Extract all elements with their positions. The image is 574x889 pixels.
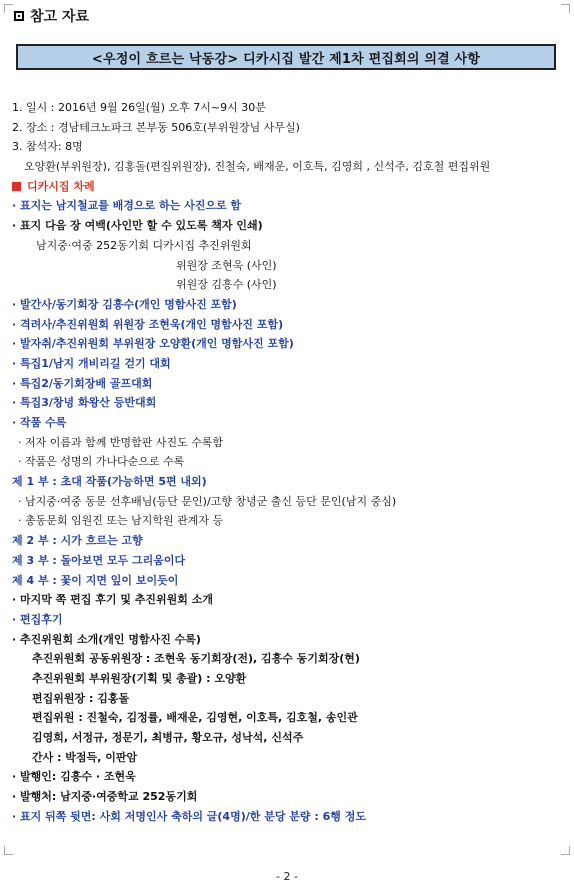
info-place: 2. 장소 : 경남테크노파크 본부동 506호(부위원장님 사무실) [12, 120, 300, 134]
section-heading [0, 177, 574, 197]
list-item: · 표지 다음 장 여백(사인만 할 수 있도록 책자 인쇄) [12, 219, 263, 233]
page-corner-mark [561, 4, 570, 13]
list-item: · 총동문회 임원진 또는 남지학원 관계자 등 [18, 514, 224, 528]
page-number: - 2 - [276, 870, 298, 883]
list-item: 남지중·여중 252동기회 디카시집 추진위원회 [36, 238, 252, 252]
part-heading: 제 3 부 : 돌아보면 모두 그리움이다 [12, 553, 186, 567]
page-header [14, 6, 89, 26]
list-item: · 추진위원회 소개(개인 명함사진 수록) [12, 632, 201, 646]
list-item: · 발자취/추진위원회 부위원장 오양환(개인 명함사진 포함) [12, 337, 294, 351]
list-item: · 격려사/추진위원회 위원장 조현욱(개인 명함사진 포함) [12, 317, 284, 331]
list-item: · 작품 수록 [12, 416, 67, 429]
header-label: 참고 자료 [30, 9, 89, 25]
section-title: 디카시집 차례 [27, 179, 95, 193]
list-item: · 남지중·여중 동문 선후배님(등단 문인)/고향 창녕군 출신 등단 문인(남지 중심) [18, 494, 397, 508]
list-item: · 표지 뒤쪽 뒷면: 사회 저명인사 축하의 글(4명)/한 분당 분량 : 6행 정도 [12, 809, 366, 823]
list-item: · 마지막 쪽 편집 후기 및 추진위원회 소개 [12, 593, 214, 607]
info-date: 1. 일시 : 2016년 9월 26일(월) 오후 7시~9시 30분 [12, 101, 266, 114]
list-item: · 저자 이름과 함께 반명함판 사진도 수록함 [18, 435, 224, 449]
list-item: · 발행인: 김흥수 · 조현욱 [12, 770, 136, 784]
list-item: 위원장 김흥수 (사인) [176, 278, 277, 292]
list-item: · 발행처: 남지중·여중학교 252동기회 [12, 790, 198, 804]
document-title-box [16, 44, 556, 70]
list-item: · 특집3/창녕 화왕산 등반대회 [12, 396, 157, 410]
part-heading: 제 2 부 : 시가 흐르는 고향 [12, 534, 143, 548]
committee-line: 간사 : 박점득, 이판암 [32, 750, 138, 764]
red-square-icon [12, 182, 21, 191]
info-attendees: 3. 참석자: 8명 [12, 140, 83, 154]
part-heading: 제 4 부 : 꽃이 지면 잎이 보이듯이 [12, 573, 179, 587]
committee-line: 추진위원회 부위원장(기획 및 총괄) : 오양환 [32, 671, 247, 685]
square-bullet-icon [14, 11, 24, 21]
list-item: · 발간사/동기회장 김흥수(개인 명함사진 포함) [12, 297, 237, 311]
document-title: <우정이 흐르는 낙동강> 디카시집 발간 제1차 편집회의 의결 사항 [91, 51, 481, 67]
committee-line: 편집위원 : 진철숙, 김정률, 배재운, 김영현, 이호특, 김호철, 송인관 [32, 711, 358, 725]
page-corner-mark [4, 4, 13, 13]
page-corner-mark [4, 846, 13, 855]
list-item: · 특집2/동기회장배 골프대회 [12, 376, 153, 390]
committee-line: 편집위원장 : 김홍돌 [32, 691, 130, 705]
list-item: · 특집1/남지 개비리길 걷기 대회 [12, 356, 171, 370]
info-attendee-list: 오양환(부위원장), 김홍돌(편집위원장), 진철숙, 배재운, 이호특, 김영희 , 신석주, 김호철 편집위원 [24, 160, 491, 174]
page-corner-mark [561, 846, 570, 855]
list-item: 위원장 조현욱 (사인) [176, 258, 277, 272]
list-item: · 편집후기 [12, 612, 63, 626]
list-item: · 표지는 남지철교를 배경으로 하는 사진으로 함 [12, 199, 242, 213]
committee-line: 추진위원회 공동위원장 : 조현욱 동기회장(전), 김흥수 동기회장(현) [32, 652, 360, 666]
committee-line: 김영희, 서정규, 정문기, 최병규, 황오규, 성낙석, 신석주 [32, 731, 304, 744]
list-item: · 작품은 성명의 가나다순으로 수록 [18, 455, 185, 469]
document-body [0, 98, 574, 826]
part-heading: 제 1 부 : 초대 작품(가능하면 5편 내외) [12, 475, 207, 489]
